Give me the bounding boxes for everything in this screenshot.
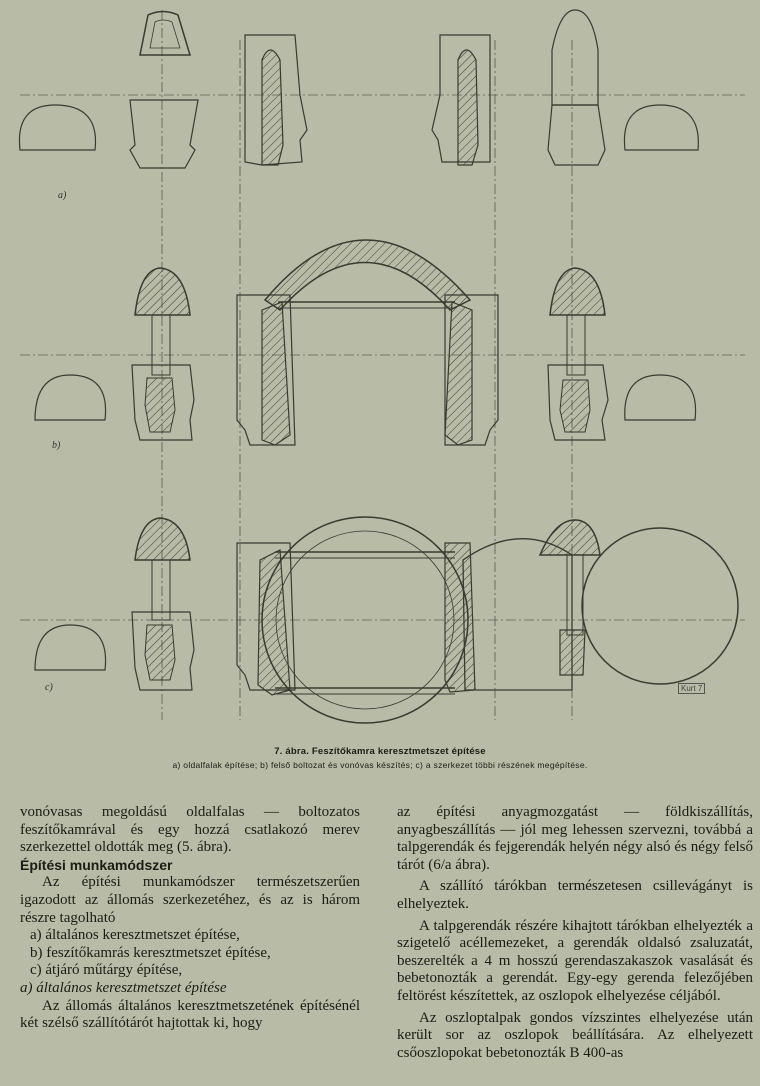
list-item: a) általános keresztmetszet építése,	[30, 927, 240, 944]
body-paragraph: Az oszloptalpak gondos vízszintes elhelyezése után került sor az oszlopok beállítására. Az elhelyezett csőoszlopokat bebetonozták B 400-as	[397, 1009, 753, 1061]
figure-caption-text: a) oldalfalak építése; b) felső boltozat és vonóvas készítés; c) a szerkezet többi részének megépítése.	[172, 760, 588, 770]
list-item: c) átjáró műtárgy építése,	[30, 962, 183, 979]
method-intro-paragraph: Az építési munkamódszer természetszerűen igazodott az állomás szerkezetéhez, és az is három részre tagolható	[20, 874, 360, 926]
body-paragraph: Az állomás általános keresztmetszetének építésénél két szélső szállítótárót hajtottak ki, hogy	[20, 997, 360, 1032]
list-item: b) feszítőkamrás keresztmetszet építése,	[30, 944, 271, 961]
body-paragraph: A talpgerendák részére kihajtott tárókban elhelyezték a szigetelő acéllemezeket, a gerendák oldalsó zsaluzatát, beszerelték a 4 m hosszú gerendaszakaszok vasalását és bebetonozták a gerendát. Egy-egy gerenda felezőjében feltörést készítettek, az oszlopok elhelyezése céljából.	[397, 917, 753, 1004]
label-a: a)	[58, 190, 67, 201]
row-b-drawings	[35, 240, 696, 445]
label-b: b)	[52, 440, 61, 451]
figure-caption-title: 7. ábra. Feszítőkamra keresztmetszet építése	[274, 746, 486, 757]
right-column	[397, 804, 753, 1062]
subsection-heading: a) általános keresztmetszet építése	[20, 979, 227, 996]
left-column	[20, 804, 360, 1033]
label-c: c)	[45, 682, 53, 693]
body-paragraph: A szállító tárókban természetesen csillevágányt is elhelyeztek.	[397, 878, 753, 912]
section-heading: Építési munkamódszer	[20, 856, 173, 873]
construction-lines	[20, 10, 745, 720]
intro-paragraph: vonóvasas megoldású oldalfalas — boltozatos feszítőkamrával és egy hozzá csatlakozó merev szerkezettel oldották meg (5. ábra).	[20, 804, 360, 856]
body-paragraph: az építési anyagmozgatást — földkiszállítás, anyagbeszállítás — jól meg lehessen szervezni, továbbá a talpgerendák és fejgerendák helyén négy alsó és négy felső tárót (6/a ábra).	[397, 804, 753, 873]
row-a-drawings	[19, 10, 698, 168]
drawing-stamp: Kurt 7	[678, 683, 705, 694]
